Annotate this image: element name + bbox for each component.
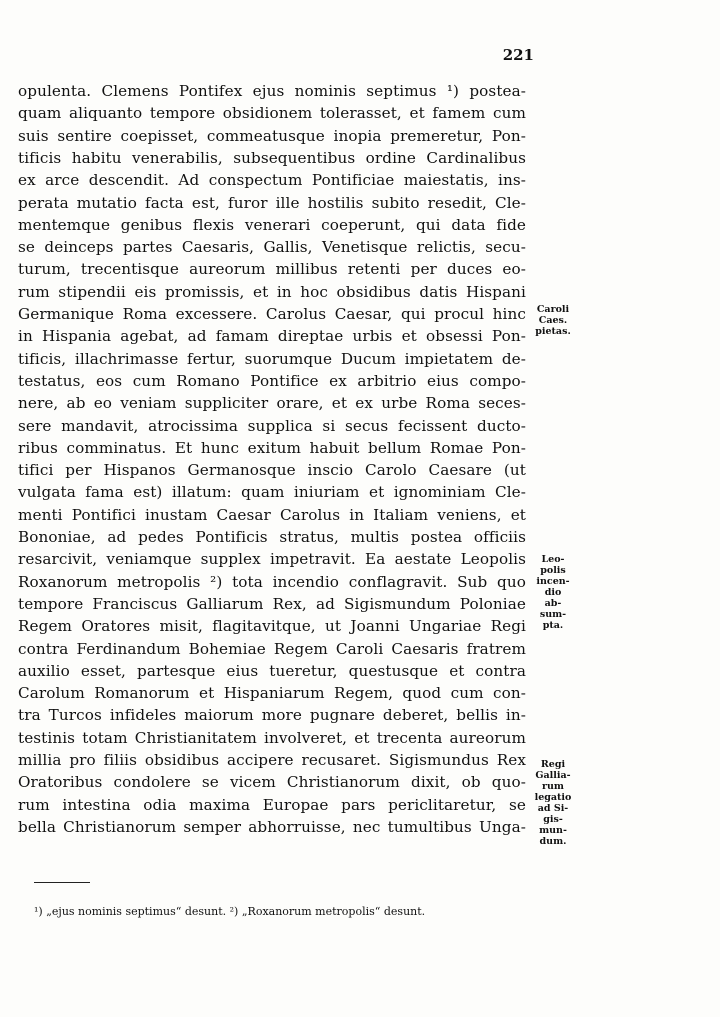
text-line: auxilio esset, partesque eius tueretur, questusque et contra: [18, 661, 526, 680]
text-line: rum stipendii eis promissis, et in hoc obsidibus datis Hispani: [18, 282, 526, 301]
text-line: tificis habitu venerabilis, subsequentibus ordine Cardinalibus: [18, 148, 526, 167]
text-line: ribus comminatus. Et hunc exitum habuit bellum Romae Pon-: [18, 438, 526, 457]
text-line: millia pro filiis obsidibus accipere recusaret. Sigismundus Rex: [18, 751, 526, 769]
page-number: 221: [502, 46, 534, 64]
text-line: bella Christianorum semper abhorruisse, nec tumultibus Unga-: [18, 817, 526, 836]
text-line: Regem Oratores misit, flagitavitque, ut Joanni Ungariae Regi: [18, 617, 526, 636]
text-line: rum intestina odia maxima Europae pars periclitaretur, se: [18, 795, 526, 814]
text-line: resarcivit, veniamque supplex impetravit. Ea aestate Leopolis: [18, 550, 526, 569]
text-line: turum, trecentisque aureorum millibus retenti per duces eo-: [18, 260, 526, 279]
text-line: opulenta. Clemens Pontifex ejus nominis septimus ¹) postea-: [18, 82, 526, 100]
text-line: testatus, eos cum Romano Pontifice ex arbitrio eius compo-: [18, 371, 526, 390]
text-line: quam aliquanto tempore obsidionem tolerasset, et famem cum: [18, 104, 526, 123]
text-line: tra Turcos infideles maiorum more pugnare deberet, bellis in-: [18, 706, 526, 725]
margin-note-leopolis-incendio: Leo- polis incen- dio ab- sum- pta.: [536, 554, 570, 631]
footnotes: ¹) „ejus nominis septimus“ desunt. ²) „Roxanorum metropolis“ desunt.: [34, 905, 426, 918]
text-line: ex arce descendit. Ad conspectum Pontificiae maiestatis, ins-: [18, 171, 526, 190]
text-line: Germanique Roma excessere. Carolus Caesar, qui procul hinc: [18, 305, 526, 323]
text-line: se deinceps partes Caesaris, Gallis, Venetisque relictis, secu-: [18, 238, 526, 257]
text-line: vulgata fama est) illatum: quam iniuriam et ignominiam Cle-: [18, 483, 526, 502]
margin-note-legatio: Regi Gallia- rum legatio ad Si- gis- mun- dum.: [534, 759, 572, 847]
text-line: nere, ab eo veniam suppliciter orare, et ex urbe Roma seces-: [18, 394, 526, 413]
text-line: tempore Franciscus Galliarum Rex, ad Sigismundum Poloniae: [18, 594, 526, 613]
text-line: perata mutatio facta est, furor ille hostilis subito resedit, Cle-: [18, 193, 526, 212]
footnote-separator: [34, 882, 90, 883]
text-line: sere mandavit, atrocissima supplica si secus fecissent ducto-: [18, 416, 526, 435]
text-line: tificis, illachrimasse fertur, suorumque Ducum impietatem de-: [18, 349, 526, 368]
text-line: Oratoribus condolere se vicem Christianorum dixit, ob quo-: [18, 773, 526, 792]
text-line: Bononiae, ad pedes Pontificis stratus, multis postea officiis: [18, 528, 526, 546]
text-line: in Hispania agebat, ad famam direptae urbis et obsessi Pon-: [18, 327, 526, 346]
text-line: Roxanorum metropolis ²) tota incendio conflagravit. Sub quo: [18, 572, 526, 591]
text-line: menti Pontifici inustam Caesar Carolus in Italiam veniens, et: [18, 505, 526, 524]
margin-note-caroli-pietas: Caroli Caes. pietas.: [535, 304, 571, 337]
text-line: mentemque genibus flexis venerari coeperunt, qui data fide: [18, 215, 526, 234]
text-line: testinis totam Christianitatem involveret, et trecenta aureorum: [18, 728, 526, 747]
text-line: Carolum Romanorum et Hispaniarum Regem, quod cum con-: [18, 684, 526, 703]
text-line: suis sentire coepisset, commeatusque inopia premeretur, Pon-: [18, 126, 526, 145]
text-line: tifici per Hispanos Germanosque inscio Carolo Caesare (ut: [18, 461, 526, 480]
text-line: contra Ferdinandum Bohemiae Regem Caroli Caesaris fratrem: [18, 639, 526, 658]
